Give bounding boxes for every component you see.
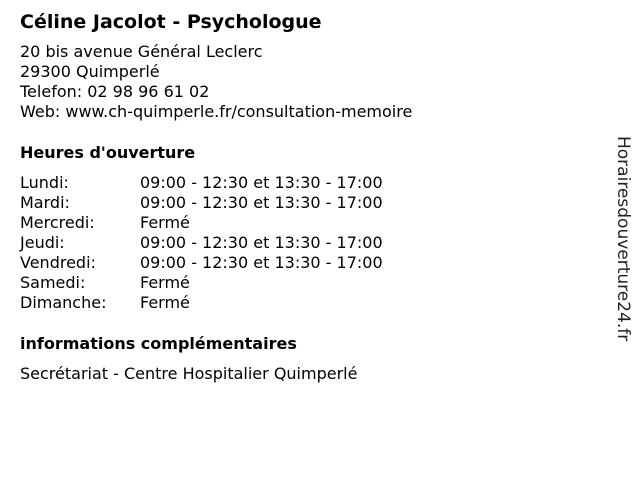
business-name: Céline Jacolot - Psychologue xyxy=(20,11,322,33)
hours-row-samedi xyxy=(20,273,600,293)
web-label: Web: xyxy=(20,102,61,121)
day-hours: 09:00 - 12:30 et 13:30 - 17:00 xyxy=(140,233,383,252)
day-hours: 09:00 - 12:30 et 13:30 - 17:00 xyxy=(140,253,383,272)
phone-number[interactable]: 02 98 96 61 02 xyxy=(87,82,210,101)
hours-row-dimanche xyxy=(20,293,600,313)
hours-row-jeudi xyxy=(20,233,600,253)
day-hours: 09:00 - 12:30 et 13:30 - 17:00 xyxy=(140,193,383,212)
day-label: Vendredi: xyxy=(20,253,96,272)
day-hours: Fermé xyxy=(140,213,190,232)
business-card xyxy=(20,10,600,384)
address-line-2: 29300 Quimperlé xyxy=(20,62,160,81)
hours-row-mercredi xyxy=(20,213,600,233)
day-label: Lundi: xyxy=(20,173,69,192)
hours-table xyxy=(20,173,600,313)
hours-row-vendredi xyxy=(20,253,600,273)
hours-title: Heures d'ouverture xyxy=(20,143,196,162)
day-label: Dimanche: xyxy=(20,293,107,312)
phone-line xyxy=(20,82,600,102)
day-label: Mardi: xyxy=(20,193,70,212)
day-hours: Fermé xyxy=(140,293,190,312)
day-hours: 09:00 - 12:30 et 13:30 - 17:00 xyxy=(140,173,383,192)
web-link[interactable]: www.ch-quimperle.fr/consultation-memoire xyxy=(65,102,413,121)
address-line-1: 20 bis avenue Général Leclerc xyxy=(20,42,263,61)
web-line xyxy=(20,102,600,122)
info-title: informations complémentaires xyxy=(20,334,297,353)
day-hours: Fermé xyxy=(140,273,190,292)
day-label: Mercredi: xyxy=(20,213,95,232)
day-label: Jeudi: xyxy=(20,233,65,252)
hours-row-lundi xyxy=(20,173,600,193)
hours-row-mardi xyxy=(20,193,600,213)
phone-label: Telefon: xyxy=(20,82,83,101)
info-text: Secrétariat - Centre Hospitalier Quimperlé xyxy=(20,364,358,383)
day-label: Samedi: xyxy=(20,273,86,292)
site-watermark: Horairesdouverture24.fr xyxy=(613,136,633,342)
